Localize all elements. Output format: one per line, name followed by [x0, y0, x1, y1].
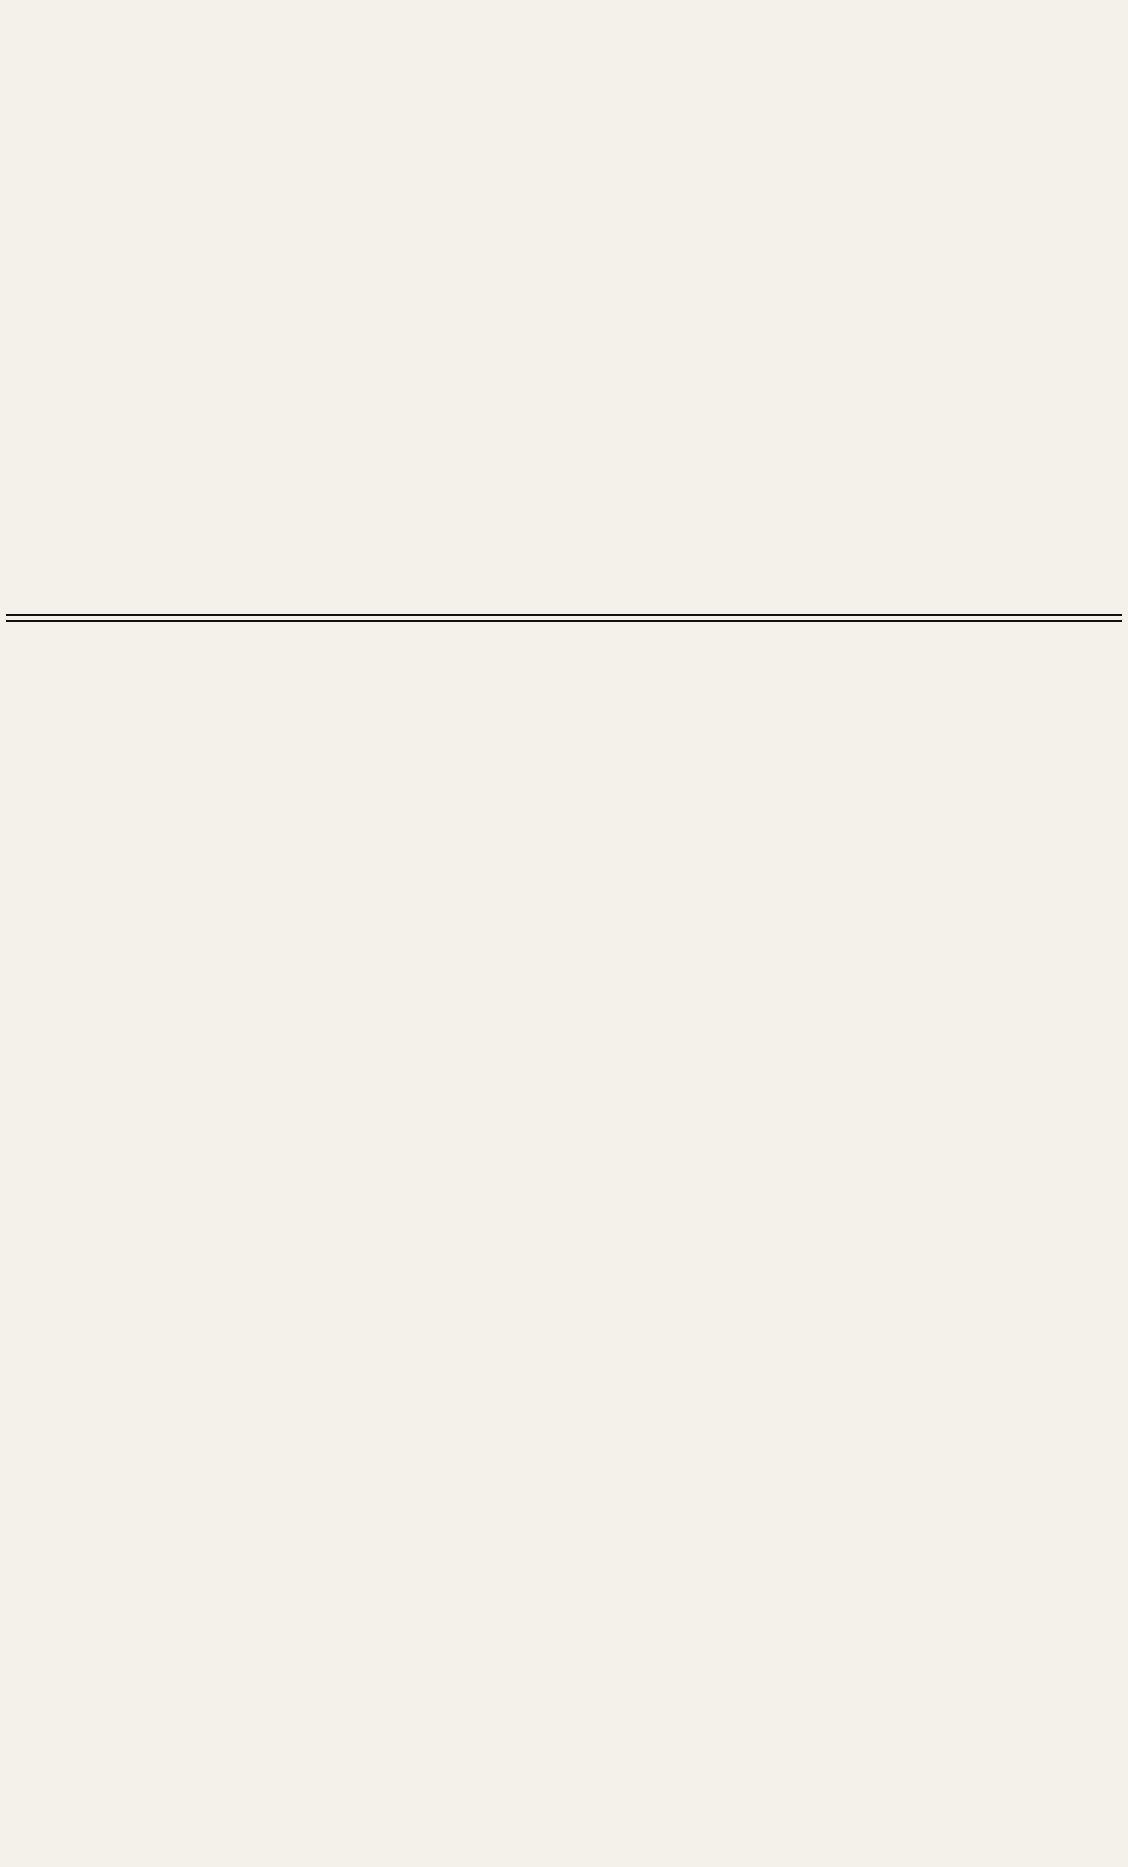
classifieds-section	[6, 18, 1122, 608]
guide-title	[6, 614, 1122, 622]
service-guide-section	[6, 626, 1122, 1776]
masthead	[6, 4, 1122, 16]
home-service-guide-header	[6, 614, 1122, 622]
